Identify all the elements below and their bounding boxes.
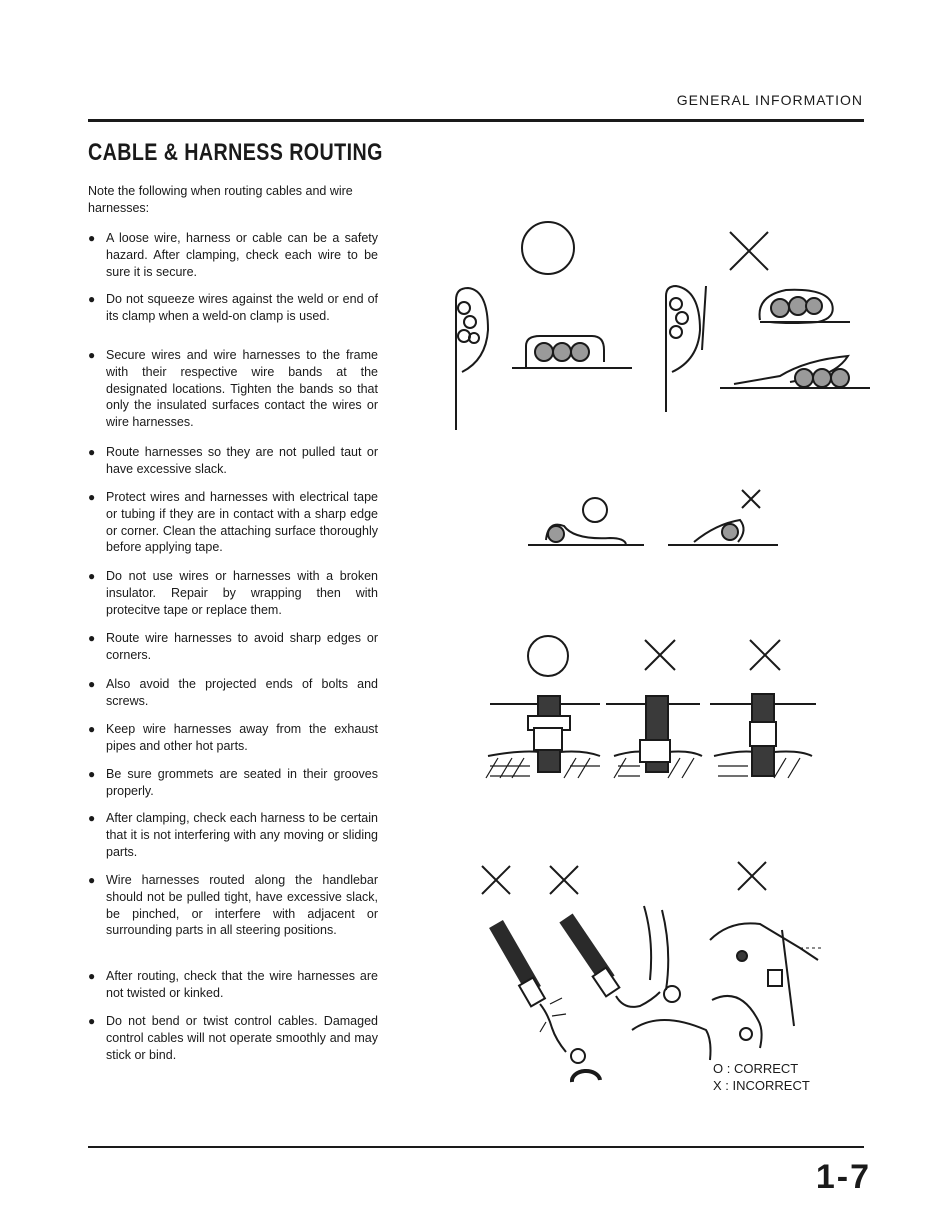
bullet-dot-icon: ● <box>88 677 96 691</box>
bullet-item: ● Do not squeeze wires against the weld or end of its clamp when a weld-on clamp is used. <box>88 292 378 323</box>
wire-band-incorrect-icon <box>710 694 816 778</box>
bullet-item: ● Do not bend or twist control cables. Damaged control cables will not operate smoothly and may stick or bind. <box>88 1014 378 1062</box>
incorrect-mark-icon <box>730 232 768 270</box>
bullet-item: ● Also avoid the projected ends of bolts and screws. <box>88 677 378 708</box>
intro-paragraph: Note the following when routing cables and wire harnesses: <box>88 184 353 215</box>
weld-clamp-figure <box>456 222 870 430</box>
bullet-dot-icon: ● <box>88 969 96 983</box>
incorrect-mark-icon <box>645 640 675 670</box>
tape-incorrect-icon <box>668 520 778 545</box>
routing-illustrations <box>430 200 890 1100</box>
control-cable-figure <box>482 862 822 1082</box>
bullet-dot-icon: ● <box>88 292 96 306</box>
bullet-dot-icon: ● <box>88 348 96 362</box>
tape-correct-icon <box>528 525 644 545</box>
correct-mark-icon <box>522 222 574 274</box>
section-header: GENERAL INFORMATION <box>676 92 863 108</box>
handlebar-harness-icon <box>710 923 822 1048</box>
bullet-item: ● Secure wires and wire harnesses to the frame with their respective wire bands at the designated locations. Tighten the bands so that only the insulated surfaces contact the wires or wire harnesses. <box>88 348 378 430</box>
legend <box>713 1061 810 1094</box>
wire-band-correct-icon <box>486 696 600 778</box>
incorrect-mark-icon <box>550 866 578 894</box>
incorrect-mark-icon <box>738 862 766 890</box>
legend-incorrect: X : INCORRECT <box>713 1077 810 1093</box>
bullet-dot-icon: ● <box>88 569 96 583</box>
bullet-dot-icon: ● <box>88 873 96 887</box>
bullet-dot-icon: ● <box>88 445 96 459</box>
wire-band-incorrect-icon <box>606 696 702 778</box>
bullet-item: ● Keep wire harnesses away from the exhaust pipes and other hot parts. <box>88 722 378 753</box>
bullet-dot-icon: ● <box>88 722 96 736</box>
bullet-item: ● Be sure grommets are seated in their grooves properly. <box>88 767 378 798</box>
bullet-dot-icon: ● <box>88 490 96 504</box>
page-title: CABLE & HARNESS ROUTING <box>88 139 383 166</box>
bullet-dot-icon: ● <box>88 811 96 825</box>
top-rule <box>88 119 864 122</box>
bullet-item: ● Route wire harnesses to avoid sharp edges or corners. <box>88 631 378 662</box>
weld-clamp-correct-icon <box>456 288 632 430</box>
correct-mark-icon <box>528 636 568 676</box>
bullet-dot-icon: ● <box>88 631 96 645</box>
legend-correct: O : CORRECT <box>713 1061 799 1076</box>
bent-cable-icon <box>566 906 711 1060</box>
wire-band-figure <box>486 636 816 778</box>
incorrect-mark-icon <box>482 866 510 894</box>
bullet-dot-icon: ● <box>88 231 96 245</box>
tape-figure <box>528 490 778 545</box>
bullet-dot-icon: ● <box>88 767 96 781</box>
weld-clamp-incorrect-icon <box>666 286 870 412</box>
bullet-item: ● Route harnesses so they are not pulled taut or have excessive slack. <box>88 445 378 476</box>
bullet-item: ● Do not use wires or harnesses with a broken insulator. Repair by wrapping then with protecitve tape or replace them. <box>88 569 378 617</box>
bullet-item: ● After routing, check that the wire harnesses are not twisted or kinked. <box>88 969 378 1000</box>
bullet-item: ● A loose wire, harness or cable can be a safety hazard. After clamping, check each wire to be sure it is secure. <box>88 231 378 279</box>
page-number: 1-7 <box>815 1158 871 1196</box>
incorrect-mark-icon <box>742 490 760 508</box>
bottom-rule <box>88 1146 864 1148</box>
bullet-item: ● Protect wires and harnesses with electrical tape or tubing if they are in contact with a sharp edge or corner. Clean the attaching surface thoroughly before applying tape. <box>88 490 378 555</box>
bullet-item: ● After clamping, check each harness to be certain that it is not interfering with any moving or sliding parts. <box>88 811 378 859</box>
bullet-item: ● Wire harnesses routed along the handlebar should not be pulled tight, have excessive slack, be pinched, or interfere with adjacent or surrounding parts in all steering positions. <box>88 873 378 938</box>
incorrect-mark-icon <box>750 640 780 670</box>
correct-mark-icon <box>583 498 607 522</box>
bullet-dot-icon: ● <box>88 1014 96 1028</box>
